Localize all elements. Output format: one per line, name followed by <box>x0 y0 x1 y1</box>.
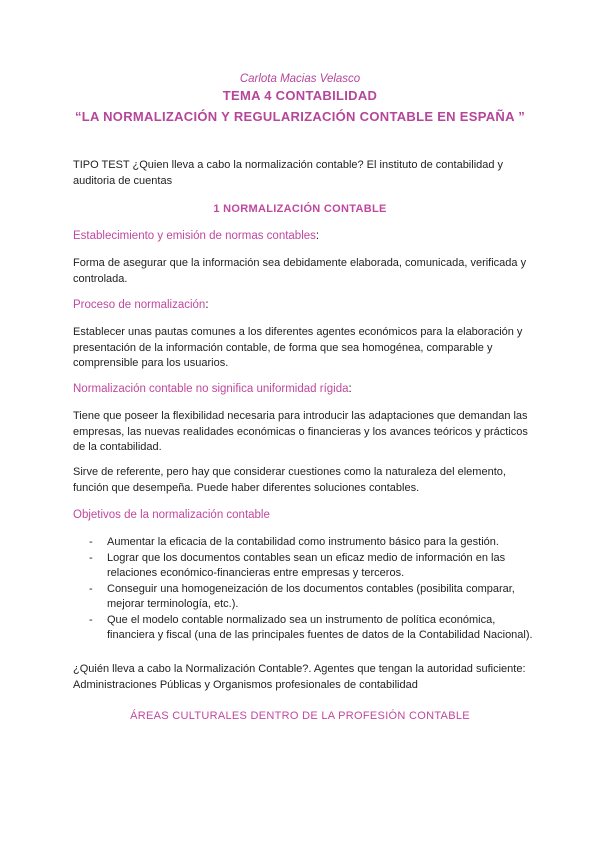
list-item <box>73 613 543 644</box>
author-name: Carlota Macias Velasco <box>239 73 361 85</box>
document-title: TEMA 4 CONTABILIDAD <box>222 88 378 103</box>
list-item-text: Lograr que los documentos contables sean un eficaz medio de información en las relaciones económico-financieras entre empresas y terceros. <box>107 551 506 579</box>
list-item-text: Conseguir una homogeneización de los documentos contables (posibilita comparar, mejorar terminología, etc.). <box>107 582 515 610</box>
heading-proceso <box>73 299 209 311</box>
paragraph-referente: Sirve de referente, pero hay que considerar cuestiones como la naturaleza del elemento, función que desempeña. Puede haber diferentes soluciones contables. <box>73 466 506 494</box>
heading-objetivos: Objetivos de la normalización contable <box>73 509 270 521</box>
heading-establecimiento <box>73 230 319 242</box>
list-item-text: Que el modelo contable normalizado sea un instrumento de política económica, financiera y fiscal (una de las principales fuentes de datos de la Contabilidad Nacional). <box>107 613 533 641</box>
heading-text: Proceso de normalización <box>73 299 206 311</box>
list-item-text: Aumentar la eficacia de la contabilidad como instrumento básico para la gestión. <box>107 536 499 548</box>
section-1-title: 1 NORMALIZACIÓN CONTABLE <box>213 203 387 215</box>
heading-text: Establecimiento y emisión de normas contables <box>73 230 316 242</box>
bullet-dash: - <box>89 551 93 564</box>
list-item <box>73 582 543 613</box>
objectives-list <box>73 535 543 644</box>
heading-uniformidad <box>73 383 352 395</box>
bullet-dash: - <box>89 536 93 548</box>
section-2-title: ÁREAS CULTURALES DENTRO DE LA PROFESIÓN CONTABLE <box>130 710 470 722</box>
heading-colon: : <box>205 299 209 311</box>
heading-text: Normalización contable no significa uniformidad rígida <box>73 383 349 395</box>
list-item <box>73 551 543 582</box>
document-subtitle: “LA NORMALIZACIÓN Y REGULARIZACIÓN CONTABLE EN ESPAÑA ” <box>74 109 526 124</box>
paragraph-quien: ¿Quién lleva a cabo la Normalización Contable?. Agentes que tengan la autoridad suficiente: Administraciones Públicas y Organismos profesionales de contabilidad <box>73 663 526 691</box>
bullet-dash: - <box>89 582 93 595</box>
bullet-dash: - <box>89 613 93 626</box>
paragraph-uniformidad: Tiene que poseer la flexibilidad necesaria para introducir las adaptaciones que demandan las empresas, las nuevas realidades económicas o financieras y los avances teóricos y prácticos de la contabilidad. <box>73 410 528 453</box>
paragraph-establecimiento: Forma de asegurar que la información sea debidamente elaborada, comunicada, verificada y controlada. <box>73 257 527 285</box>
heading-colon: : <box>315 230 320 242</box>
heading-colon: : <box>348 383 352 395</box>
intro-paragraph: TIPO TEST ¿Quien lleva a cabo la normalización contable? El instituto de contabilidad y auditoria de cuentas <box>73 159 504 187</box>
paragraph-proceso: Establecer unas pautas comunes a los diferentes agentes económicos para la elaboración y presentación de la información contable, de forma que sea homogénea, comparable y comprensible para los usuarios. <box>73 326 523 369</box>
list-item <box>73 535 543 551</box>
